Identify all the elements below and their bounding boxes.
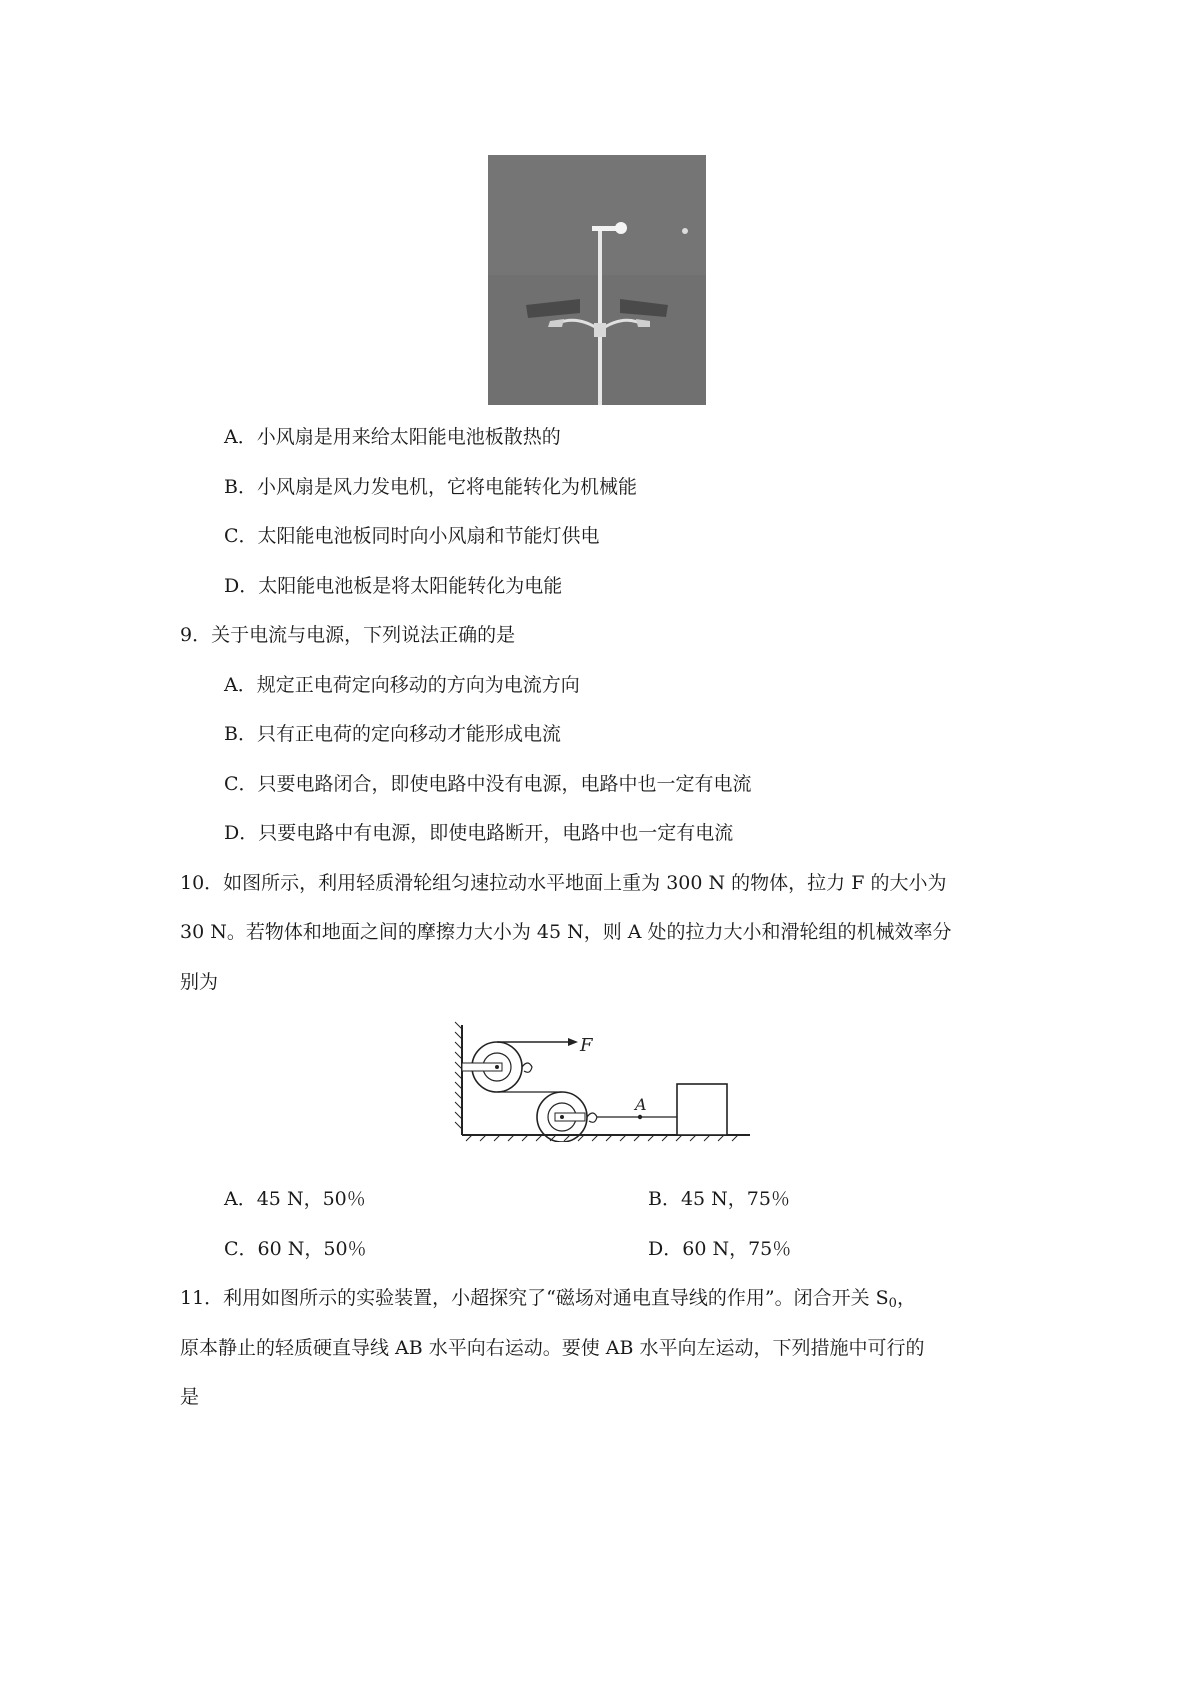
label-a: A xyxy=(635,1095,647,1114)
solar-lamp-photo xyxy=(488,155,706,405)
q10-option-c: C．60 N，50％ xyxy=(224,1238,367,1260)
q10-stem-line3: 别为 xyxy=(180,971,219,993)
q11-stem-punct: ， xyxy=(896,1287,916,1309)
q8-option-c: C．太阳能电池板同时向小风扇和节能灯供电 xyxy=(224,525,600,547)
q8-option-a: A．小风扇是用来给太阳能电池板散热的 xyxy=(224,426,561,448)
q10-stem-line1: 10．如图所示，利用轻质滑轮组匀速拉动水平地面上重为 300 N 的物体，拉力 F 的大小为 xyxy=(180,872,947,894)
q9-option-d: D．只要电路中有电源，即使电路断开，电路中也一定有电流 xyxy=(224,822,734,844)
q11-stem-line1 xyxy=(180,1285,916,1317)
q10-option-b: B．45 N，75％ xyxy=(648,1188,790,1210)
q8-option-d: D．太阳能电池板是将太阳能转化为电能 xyxy=(224,575,563,597)
q9-option-b: B．只有正电荷的定向移动才能形成电流 xyxy=(224,723,561,745)
q9-option-a: A．规定正电荷定向移动的方向为电流方向 xyxy=(224,674,580,696)
q9-option-c: C．只要电路闭合，即使电路中没有电源，电路中也一定有电流 xyxy=(224,773,752,795)
q10-stem-line2: 30 N。若物体和地面之间的摩擦力大小为 45 N，则 A 处的拉力大小和滑轮组的机械效率分 xyxy=(180,921,952,943)
q11-stem-text: 11．利用如图所示的实验装置，小超探究了“磁场对通电直导线的作用”。闭合开关 S xyxy=(180,1287,889,1309)
pulley-diagram xyxy=(452,1017,752,1142)
q11-stem-line2: 原本静止的轻质硬直导线 AB 水平向右运动。要使 AB 水平向左运动，下列措施中可行的 xyxy=(180,1337,925,1359)
q11-subscript: 0 xyxy=(888,1296,897,1311)
q11-stem-line3: 是 xyxy=(180,1386,200,1408)
q10-option-a: A．45 N，50％ xyxy=(224,1188,366,1210)
label-f: F xyxy=(580,1035,593,1056)
q8-option-b: B．小风扇是风力发电机，它将电能转化为机械能 xyxy=(224,476,637,498)
q9-stem: 9．关于电流与电源，下列说法正确的是 xyxy=(180,624,516,646)
q10-option-d: D．60 N，75％ xyxy=(648,1238,792,1260)
